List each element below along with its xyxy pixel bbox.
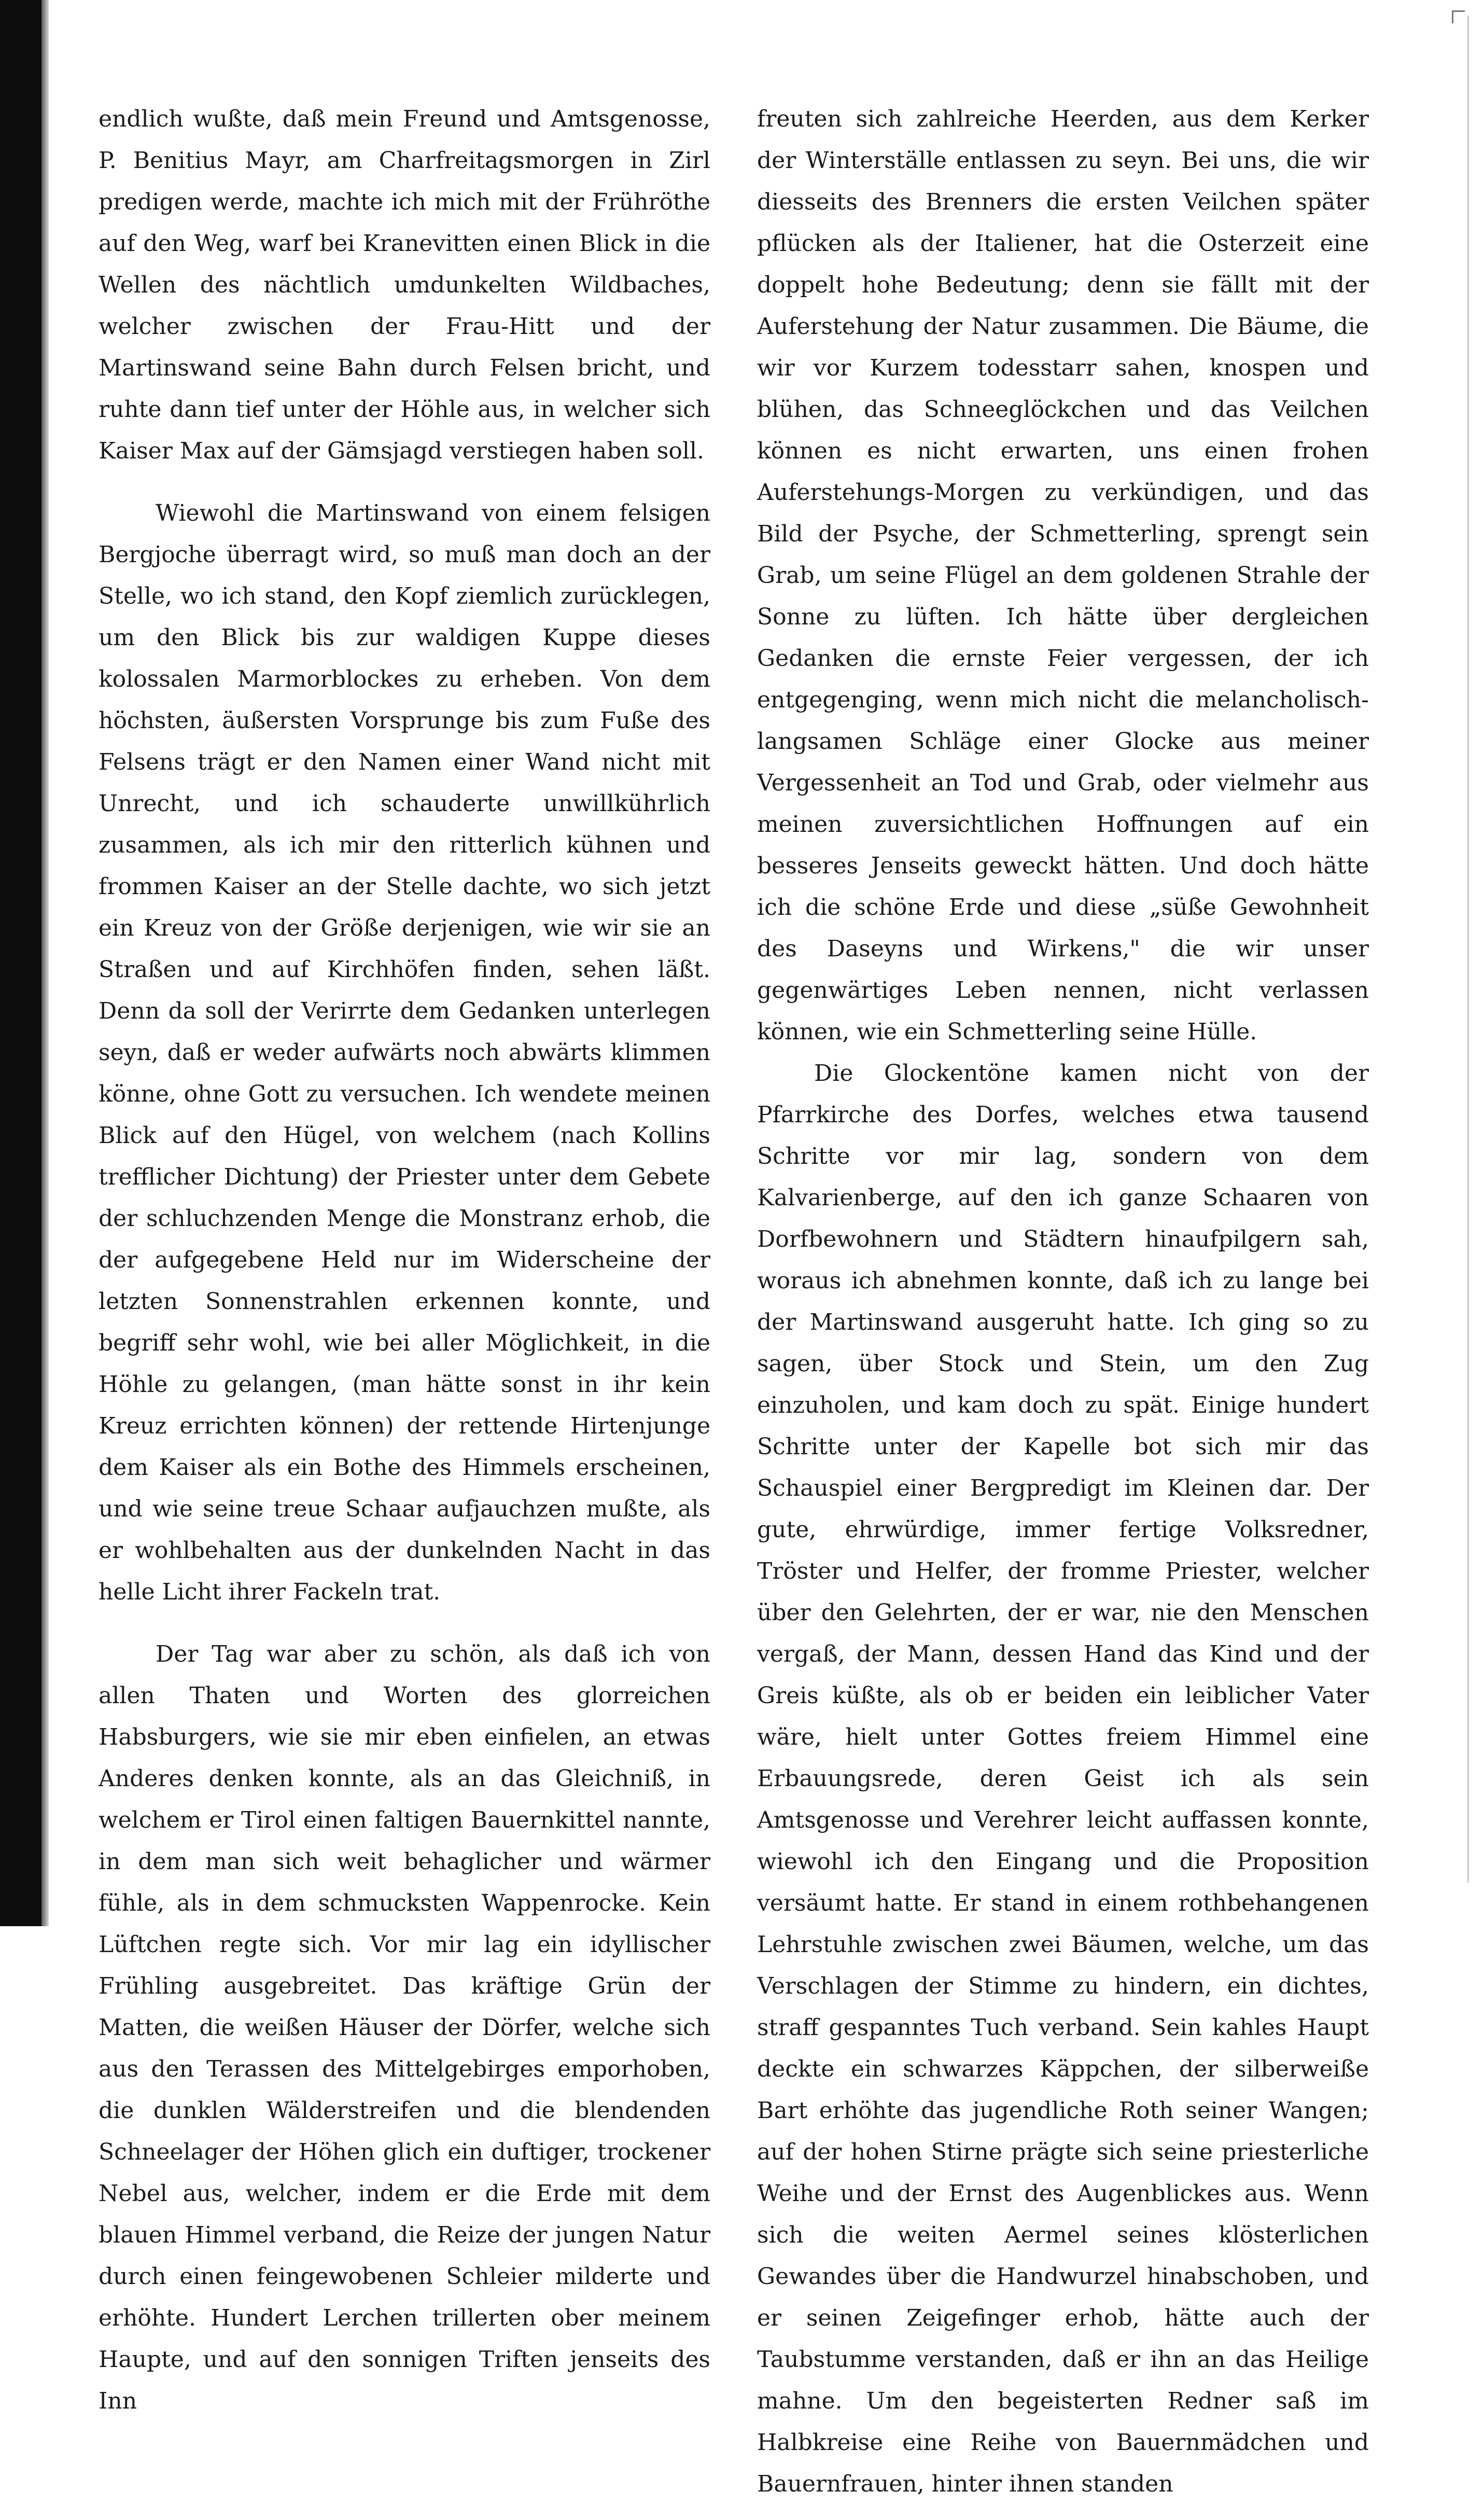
scan-dark-edge: [0, 0, 41, 1926]
left-text-column: [99, 99, 710, 2422]
scan-corner-mark: [1452, 10, 1465, 23]
paragraph: Die Glockentöne kamen nicht von der Pfarrkirche des Dorfes, welches etwa tausend Schritte vor mir lag, sondern von dem Kalvarienberge, auf den ich ganze Schaaren von Dorfbewohnern und Städtern hinaufpilgern sah, woraus ich abnehmen konnte, daß ich zu lange bei der Martinswand ausgeruht hatte. Ich ging so zu sagen, über Stock und Stein, um den Zug einzuholen, und kam doch zu spät. Einige hundert Schritte unter der Kapelle bot sich mir das Schauspiel einer Bergpredigt im Kleinen dar. Der gute, ehrwürdige, immer fertige Volksredner, Tröster und Helfer, der fromme Priester, welcher über den Gelehrten, der er war, nie den Menschen vergaß, der Mann, dessen Hand das Kind und der Greis küßte, als ob er beiden ein leiblicher Vater wäre, hielt unter Gottes freiem Himmel eine Erbauungsrede, deren Geist ich als sein Amtsgenosse und Verehrer leicht auffassen konnte, wiewohl ich den Eingang und die Proposition versäumt hatte. Er stand in einem rothbehangenen Lehrstuhle zwischen zwei Bäumen, welche, um das Verschlagen der Stimme zu hindern, ein dichtes, straff gespanntes Tuch verband. Sein kahles Haupt deckte ein schwarzes Käppchen, der silberweiße Bart erhöhte das jugendliche Roth seiner Wangen; auf der hohen Stirne prägte sich seine priesterliche Weihe und der Ernst des Augenblickes aus. Wenn sich die weiten Aermel seines klösterlichen Gewandes über die Handwurzel hinabschoben, und er seinen Zeigefinger erhob, hätte auch der Taubstumme verstanden, daß er ihn an das Heilige mahne. Um den begeisterten Redner saß im Halbkreise eine Reihe von Bauernmädchen und Bauernfrauen, hinter ihnen standen: [757, 1060, 1369, 2497]
scan-edge-shadow: [41, 0, 49, 1926]
paragraph: Wiewohl die Martinswand von einem felsigen Bergjoche überragt wird, so muß man doch an der Stelle, wo ich stand, den Kopf ziemlich zurücklegen, um den Blick bis zur waldigen Kuppe dieses kolossalen Marmorblockes zu erheben. Von dem höchsten, äußersten Vorsprunge bis zum Fuße des Felsens trägt er den Namen einer Wand nicht mit Unrecht, und ich schauderte unwillkührlich zusammen, als ich mir den ritterlich kühnen und frommen Kaiser an der Stelle dachte, wo sich jetzt ein Kreuz von der Größe derjenigen, wie wir sie an Straßen und auf Kirchhöfen finden, sehen läßt. Denn da soll der Verirrte dem Gedanken unterlegen seyn, daß er weder aufwärts noch abwärts klimmen könne, ohne Gott zu versuchen. Ich wendete meinen Blick auf den Hügel, von welchem (nach Kollins trefflicher Dichtung) der Priester unter dem Gebete der schluchzenden Menge die Monstranz erhob, die der aufgegebene Held nur im Widerscheine der letzten Sonnenstrahlen erkennen konnte, und begriff sehr wohl, wie bei aller Möglichkeit, in die Höhle zu gelangen, (man hätte sonst in ihr kein Kreuz errichten können) der rettende Hirtenjunge dem Kaiser als ein Bothe des Himmels erscheinen, und wie seine treue Schaar aufjauchzen mußte, als er wohlbehalten aus der dunkelnden Nacht in das helle Licht ihrer Fackeln trat.: [99, 500, 710, 1605]
paragraph: endlich wußte, daß mein Freund und Amtsgenosse, P. Benitius Mayr, am Charfreitagsmorgen in Zirl predigen werde, machte ich mich mit der Frühröthe auf den Weg, warf bei Kranevitten einen Blick in die Wellen des nächtlich umdunkelten Wildbaches, welcher zwischen der Frau-Hitt und der Martinswand seine Bahn durch Felsen bricht, und ruhte dann tief unter der Höhle aus, in welcher sich Kaiser Max auf der Gämsjagd verstiegen haben soll.: [99, 106, 710, 464]
paragraph: Der Tag war aber zu schön, als daß ich von allen Thaten und Worten des glorreichen Habsburgers, wie sie mir eben einfielen, an etwas Anderes denken konnte, als an das Gleichniß, in welchem er Tirol einen faltigen Bauernkittel nannte, in dem man sich weit behaglicher und wärmer fühle, als in dem schmucksten Wappenrocke. Kein Lüftchen regte sich. Vor mir lag ein idyllischer Frühling ausgebreitet. Das kräftige Grün der Matten, die weißen Häuser der Dörfer, welche sich aus den Terassen des Mittelgebirges emporhoben, die dunklen Wälderstreifen und die blendenden Schneelager der Höhen glich ein duftiger, trockener Nebel aus, welcher, indem er die Erde mit dem blauen Himmel verband, die Reize der jungen Natur durch einen feingewobenen Schleier milderte und erhöhte. Hundert Lerchen trillerten ober meinem Haupte, und auf den sonnigen Triften jenseits des Inn: [99, 1641, 710, 2414]
paragraph: freuten sich zahlreiche Heerden, aus dem Kerker der Winterställe entlassen zu seyn. Bei uns, die wir diesseits des Brenners die ersten Veilchen später pflücken als der Italiener, hat die Osterzeit eine doppelt hohe Bedeutung; denn sie fällt mit der Auferstehung der Natur zusammen. Die Bäume, die wir vor Kurzem todesstarr sahen, knospen und blühen, das Schneeglöckchen und das Veilchen können es nicht erwarten, uns einen frohen Auferstehungs-Morgen zu verkündigen, und das Bild der Psyche, der Schmetterling, sprengt sein Grab, um seine Flügel an dem goldenen Strahle der Sonne zu lüften. Ich hätte über dergleichen Gedanken die ernste Feier vergessen, der ich entgegenging, wenn mich nicht die melancholisch-langsamen Schläge einer Glocke aus meiner Vergessenheit an Tod und Grab, oder vielmehr aus meinen zuversichtlichen Hoffnungen auf ein besseres Jenseits geweckt hätten. Und doch hätte ich die schöne Erde und diese „süße Gewohnheit des Daseyns und Wirkens," die wir unser gegenwärtiges Leben nennen, nicht verlassen können, wie ein Schmetterling seine Hülle.: [757, 106, 1369, 1045]
page-edge-line: [1467, 16, 1469, 1883]
right-text-column: [757, 99, 1369, 2505]
